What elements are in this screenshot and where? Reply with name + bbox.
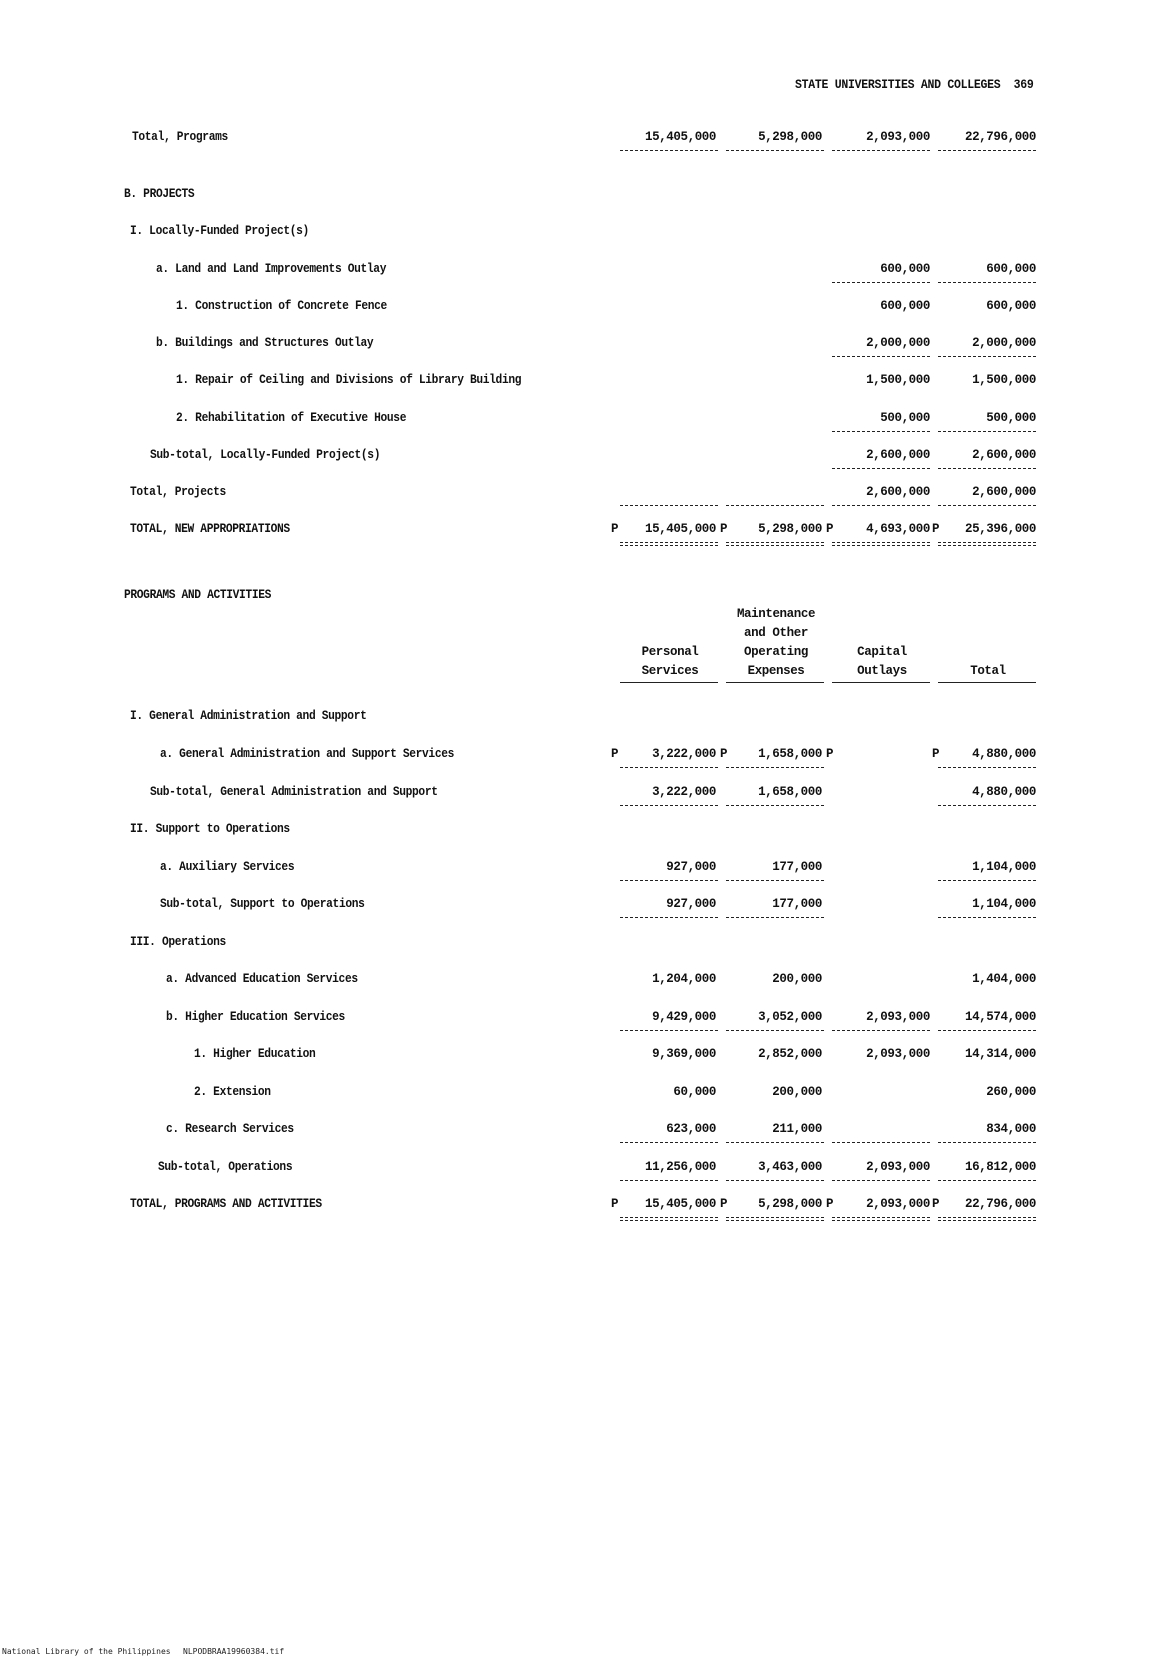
rule (938, 767, 1036, 768)
program-total: 14,314,000 (964, 1047, 1036, 1061)
program-row-label: 1. Higher Education (194, 1047, 316, 1061)
project-row-total: 600,000 (986, 299, 1036, 313)
column-header-line: Capital (857, 645, 907, 659)
project-row-total: 600,000 (986, 262, 1036, 276)
program-ps: 9,429,000 (652, 1010, 716, 1024)
program-mooe: 177,000 (772, 897, 822, 911)
footer-library: National Library of the Philippines (2, 1647, 171, 1656)
project-row-total: 1,500,000 (972, 373, 1036, 387)
rule (832, 505, 930, 506)
total-programs-ps: 15,405,000 (644, 130, 716, 144)
project-row-total: 2,000,000 (972, 336, 1036, 350)
project-row-capital: 500,000 (880, 411, 930, 425)
program-row-label: a. Advanced Education Services (166, 972, 358, 986)
rule (832, 282, 930, 283)
program-co: 2,093,000 (866, 1010, 930, 1024)
programs-heading: PROGRAMS AND ACTIVITIES (124, 588, 272, 602)
rule (938, 431, 1036, 432)
program-row-label: a. General Administration and Support Services (160, 747, 455, 761)
program-co: 2,093,000 (866, 1160, 930, 1174)
rule (832, 1142, 930, 1143)
rule (832, 468, 930, 469)
rule (620, 767, 718, 768)
peso-sign: P (826, 1197, 834, 1211)
rule (832, 356, 930, 357)
program-row-label: c. Research Services (166, 1122, 294, 1136)
rule (938, 282, 1036, 283)
program-ps: 3,222,000 (652, 785, 716, 799)
program-ps: 3,222,000 (652, 747, 716, 761)
program-mooe: 200,000 (772, 972, 822, 986)
peso-sign: P (720, 1197, 728, 1211)
rule (938, 682, 1036, 683)
project-row-label: 2. Rehabilitation of Executive House (176, 411, 407, 425)
rule (620, 150, 718, 151)
peso-sign: P (611, 522, 619, 536)
project-row-label: 1. Repair of Ceiling and Divisions of Library Building (176, 373, 522, 387)
program-row-label: 2. Extension (194, 1085, 271, 1099)
rule (832, 1180, 930, 1181)
rule (726, 805, 824, 806)
column-header-line: Total (970, 664, 1006, 678)
running-header (795, 78, 1034, 92)
column-capital-outlays (832, 643, 932, 681)
rule (726, 917, 824, 918)
page-number: 369 (1013, 78, 1034, 92)
total-programs-total: 22,796,000 (964, 130, 1036, 144)
peso-sign: P (932, 747, 940, 761)
rule (726, 1030, 824, 1031)
rule (620, 682, 718, 683)
double-rule (938, 1217, 1036, 1221)
program-row-label: Sub-total, Operations (158, 1160, 293, 1174)
column-header-line: Maintenance (736, 607, 816, 621)
rule (726, 150, 824, 151)
project-row-label: Total, Projects (130, 485, 226, 499)
project-row-capital: 600,000 (880, 299, 930, 313)
project-row-total: 500,000 (986, 411, 1036, 425)
project-row-capital: 2,600,000 (866, 448, 930, 462)
program-row-label: Sub-total, General Administration and Support (150, 785, 438, 799)
project-row-label: a. Land and Land Improvements Outlay (156, 262, 387, 276)
double-rule (938, 542, 1036, 546)
program-ps: 9,369,000 (652, 1047, 716, 1061)
rule (620, 1142, 718, 1143)
column-header-line: and Other (744, 626, 808, 640)
total-new-label: TOTAL, NEW APPROPRIATIONS (130, 522, 290, 536)
column-header-line: Expenses (747, 664, 805, 678)
program-total: 260,000 (986, 1085, 1036, 1099)
rule (726, 682, 824, 683)
program-row-label: II. Support to Operations (130, 822, 290, 836)
double-rule (832, 1217, 930, 1221)
peso-sign: P (611, 747, 619, 761)
rule (938, 505, 1036, 506)
program-ps: 11,256,000 (644, 1160, 716, 1174)
total-new-co: 4,693,000 (866, 522, 930, 536)
total-programs-activities-label: TOTAL, PROGRAMS AND ACTIVITIES (130, 1197, 322, 1211)
column-header-line: Operating (744, 645, 808, 659)
project-row-capital: 1,500,000 (866, 373, 930, 387)
column-total (938, 662, 1038, 681)
rule (620, 1030, 718, 1031)
rule (620, 917, 718, 918)
program-mooe: 177,000 (772, 860, 822, 874)
rule (938, 356, 1036, 357)
rule (726, 880, 824, 881)
rule (938, 917, 1036, 918)
program-row-label: I. General Administration and Support (130, 709, 367, 723)
column-header-line: Services (641, 664, 699, 678)
rule (620, 1180, 718, 1181)
column-header-line: Personal (641, 645, 699, 659)
project-row-label: 1. Construction of Concrete Fence (176, 299, 387, 313)
total-new-ps: 15,405,000 (644, 522, 716, 536)
double-rule (620, 1217, 718, 1221)
program-total: 834,000 (986, 1122, 1036, 1136)
program-mooe: 3,052,000 (758, 1010, 822, 1024)
rule (832, 150, 930, 151)
total-pa-total: 22,796,000 (964, 1197, 1036, 1211)
program-total: 14,574,000 (964, 1010, 1036, 1024)
rule (832, 431, 930, 432)
program-row-label: a. Auxiliary Services (160, 860, 295, 874)
program-total: 1,104,000 (972, 897, 1036, 911)
peso-sign: P (932, 522, 940, 536)
program-ps: 927,000 (666, 897, 716, 911)
program-row-label: b. Higher Education Services (166, 1010, 345, 1024)
projects-heading: B. PROJECTS (124, 187, 195, 201)
rule (938, 880, 1036, 881)
program-total: 1,104,000 (972, 860, 1036, 874)
program-total: 4,880,000 (972, 747, 1036, 761)
rule (938, 1030, 1036, 1031)
total-new-mooe: 5,298,000 (758, 522, 822, 536)
project-row-capital: 600,000 (880, 262, 930, 276)
rule (620, 880, 718, 881)
rule (726, 505, 824, 506)
rule (620, 805, 718, 806)
rule (726, 1142, 824, 1143)
total-programs-co: 2,093,000 (866, 130, 930, 144)
program-ps: 927,000 (666, 860, 716, 874)
total-programs-mooe: 5,298,000 (758, 130, 822, 144)
program-co: 2,093,000 (866, 1047, 930, 1061)
program-mooe: 3,463,000 (758, 1160, 822, 1174)
total-pa-ps: 15,405,000 (644, 1197, 716, 1211)
program-ps: 623,000 (666, 1122, 716, 1136)
double-rule (620, 542, 718, 546)
rule (938, 1142, 1036, 1143)
rule (726, 1180, 824, 1181)
peso-sign: P (720, 747, 728, 761)
locally-funded-heading: I. Locally-Funded Project(s) (130, 224, 309, 238)
peso-sign: P (826, 747, 834, 761)
peso-sign: P (611, 1197, 619, 1211)
project-row-label: b. Buildings and Structures Outlay (156, 336, 374, 350)
project-row-label: Sub-total, Locally-Funded Project(s) (150, 448, 381, 462)
program-ps: 1,204,000 (652, 972, 716, 986)
program-mooe: 1,658,000 (758, 785, 822, 799)
rule (938, 150, 1036, 151)
program-mooe: 1,658,000 (758, 747, 822, 761)
project-row-capital: 2,000,000 (866, 336, 930, 350)
peso-sign: P (720, 522, 728, 536)
rule (832, 1030, 930, 1031)
total-pa-co: 2,093,000 (866, 1197, 930, 1211)
program-total: 1,404,000 (972, 972, 1036, 986)
program-row-label: III. Operations (130, 935, 226, 949)
rule (620, 505, 718, 506)
program-mooe: 200,000 (772, 1085, 822, 1099)
double-rule (726, 542, 824, 546)
double-rule (726, 1217, 824, 1221)
column-personal-services (620, 643, 720, 681)
program-total: 4,880,000 (972, 785, 1036, 799)
rule (938, 805, 1036, 806)
rule (938, 1180, 1036, 1181)
program-ps: 60,000 (673, 1085, 716, 1099)
project-row-capital: 2,600,000 (866, 485, 930, 499)
program-mooe: 2,852,000 (758, 1047, 822, 1061)
total-new-total: 25,396,000 (964, 522, 1036, 536)
double-rule (832, 542, 930, 546)
total-pa-mooe: 5,298,000 (758, 1197, 822, 1211)
rule (726, 767, 824, 768)
peso-sign: P (932, 1197, 940, 1211)
footer-file: NLPODBRAA19960384.tif (183, 1647, 285, 1656)
program-total: 16,812,000 (964, 1160, 1036, 1174)
program-row-label: Sub-total, Support to Operations (160, 897, 365, 911)
peso-sign: P (826, 522, 834, 536)
column-mooe (726, 605, 826, 681)
column-header-line: Outlays (857, 664, 907, 678)
program-mooe: 211,000 (772, 1122, 822, 1136)
header-title: STATE UNIVERSITIES AND COLLEGES (795, 78, 1001, 92)
rule (938, 468, 1036, 469)
rule (832, 682, 930, 683)
total-programs-label: Total, Programs (132, 130, 228, 144)
project-row-total: 2,600,000 (972, 448, 1036, 462)
project-row-total: 2,600,000 (972, 485, 1036, 499)
